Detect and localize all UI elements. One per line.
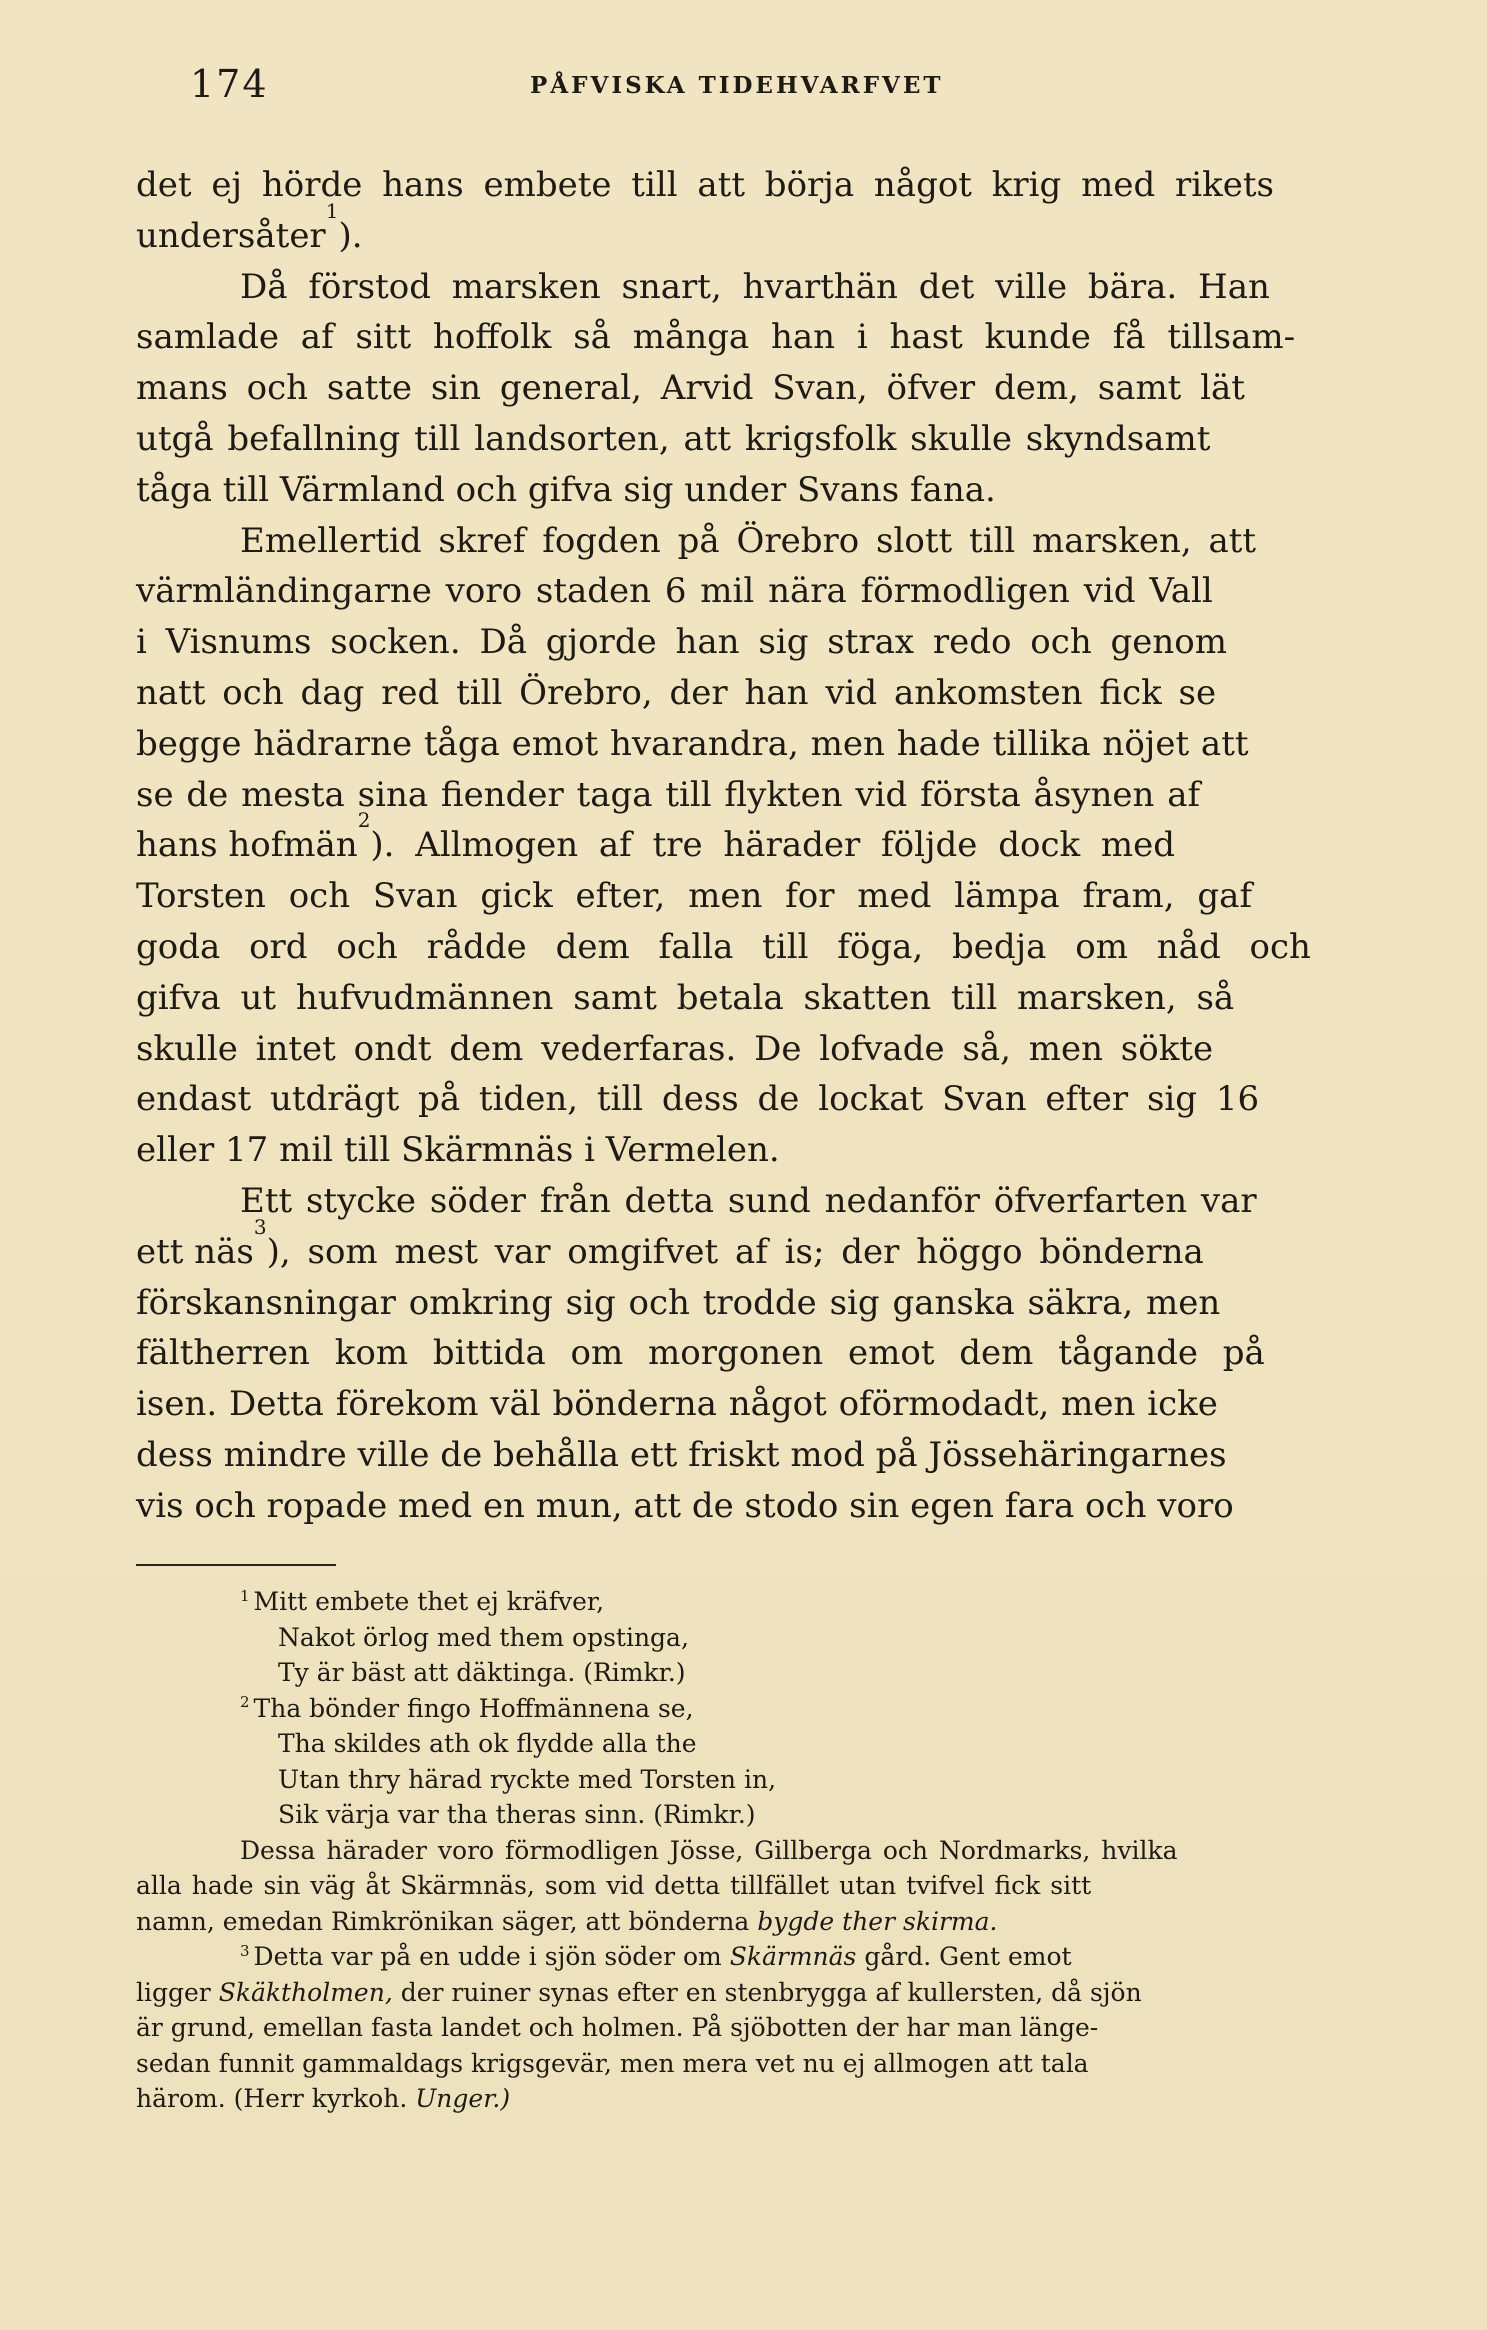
footnote-line [136, 1762, 1386, 1798]
footnote-text: Sik värja var tha theras sinn. (Rimkr.) [278, 1800, 756, 1829]
text-segment: endast utdrägt på tiden, till dess de lockat Svan efter sig 16 [136, 1079, 1260, 1120]
footnote-line [136, 1726, 1386, 1762]
text-line [136, 973, 1386, 1024]
text-line [136, 668, 1386, 719]
text-line [136, 262, 1386, 313]
footnote-line [136, 1975, 1386, 2011]
text-segment: ), som mest var omgifvet af is; der höggo bönderna [266, 1231, 1204, 1272]
footnote-text: Detta var på en udde i sjön söder om [253, 1942, 722, 1971]
text-line [136, 922, 1386, 973]
footnote-line [136, 2010, 1386, 2046]
text-segment: utgå befallning till landsorten, att krigsfolk skulle skyndsamt [136, 418, 1211, 459]
footnote-ref: 2 [357, 808, 371, 833]
text-segment: fältherren kom bittida om morgonen emot dem tågande på [136, 1333, 1265, 1374]
text-segment: Då förstod marsken snart, hvarthän det ville bära. Han [240, 266, 1270, 307]
text-segment: dess mindre ville de behålla ett friskt mod på Jössehäringarnes [136, 1434, 1227, 1475]
footnote-text: Tha bönder fingo Hoffmännena se, [253, 1693, 694, 1723]
text-line [136, 617, 1386, 668]
text-segment: goda ord och rådde dem falla till föga, bedja om nåd och [136, 926, 1311, 967]
footnote-text: alla hade sin väg åt Skärmnäs, som vid detta tillfället utan tvifvel fick sitt [136, 1871, 1092, 1900]
text-line [136, 719, 1386, 770]
footnote-line [136, 1868, 1386, 1904]
text-line [136, 363, 1386, 414]
footnote-rule [136, 1564, 336, 1566]
footnote-text: namn, emedan Rimkrönikan säger, att bönderna [136, 1906, 750, 1936]
footnote-line [136, 1584, 1386, 1620]
text-segment: gifva ut hufvudmännen samt betala skatten till marsken, så [136, 977, 1235, 1018]
footnotes [136, 1584, 1386, 2117]
text-line [136, 1214, 1386, 1278]
footnote-ref: 3 [253, 1214, 267, 1239]
text-segment: eller 17 mil till Skärmnäs i Vermelen. [136, 1130, 780, 1171]
text-segment: förskansningar omkring sig och trodde sig ganska säkra, men [136, 1282, 1221, 1323]
footnote-text: Tha skildes ath ok flydde alla the [278, 1729, 697, 1758]
text-segment: Ett stycke söder från detta sund nedanför öfverfarten var [240, 1180, 1257, 1221]
text-line [136, 1430, 1386, 1481]
footnote-line [136, 1939, 1386, 1975]
footnote-mark: 3 [240, 1941, 250, 1960]
footnote-mark: 1 [240, 1586, 250, 1605]
footnote-text: härom. (Herr kyrkoh. [136, 2084, 408, 2113]
text-segment: ). [338, 215, 363, 256]
text-segment: Emellertid skref fogden på Örebro slott till marsken, att [240, 520, 1257, 561]
footnote-text: Unger.) [415, 2084, 511, 2113]
footnote-ref: 1 [325, 198, 339, 223]
text-line [136, 465, 1386, 516]
footnote-text: Dessa härader voro förmodligen Jösse, Gillberga och Nordmarks, hvilka [240, 1835, 1178, 1865]
footnote-text: bygde ther skirma. [757, 1906, 998, 1936]
text-line [136, 516, 1386, 567]
footnote-text: Utan thry härad ryckte med Torsten in, [278, 1764, 777, 1794]
footnote-line [136, 2046, 1386, 2082]
text-segment: värmländingarne voro staden 6 mil nära förmodligen vid Vall [136, 571, 1213, 612]
text-segment: ). Allmogen af tre härader följde dock med [370, 825, 1176, 866]
text-line [136, 312, 1386, 363]
text-segment: ett näs [136, 1231, 254, 1272]
footnote-line [136, 1904, 1386, 1940]
page-number: 174 [190, 62, 269, 106]
text-segment: vis och ropade med en mun, att de stodo sin egen fara och voro [136, 1485, 1234, 1526]
footnote-text: Ty är bäst att däktinga. (Rimkr.) [278, 1658, 686, 1687]
text-segment: Torsten och Svan gick efter, men for med lämpa fram, gaf [136, 876, 1253, 917]
footnote-line [136, 1797, 1386, 1833]
text-segment: se de mesta sina fiender taga till flykten vid första åsynen af [136, 774, 1201, 815]
text-line [136, 871, 1386, 922]
text-line [136, 198, 1386, 262]
text-line [136, 1379, 1386, 1430]
text-segment: det ej hörde hans embete till att börja något krig med rikets [136, 165, 1274, 205]
text-segment: mans och satte sin general, Arvid Svan, öfver dem, samt lät [136, 368, 1245, 409]
text-segment: natt och dag red till Örebro, der han vid ankomsten fick se [136, 672, 1217, 713]
footnote-line [136, 1833, 1386, 1869]
footnote-text: sedan funnit gammaldags krigsgevär, men mera vet nu ej allmogen att tala [136, 2048, 1089, 2078]
footnote-line [136, 1655, 1386, 1691]
text-line [136, 566, 1386, 617]
footnote-line [136, 2081, 1386, 2117]
text-segment: tåga till Värmland och gifva sig under Svans fana. [136, 469, 996, 510]
text-line [136, 808, 1386, 871]
text-segment: samlade af sitt hoffolk så många han i hast kunde få tillsam- [136, 317, 1296, 358]
text-segment: i Visnums socken. Då gjorde han sig strax redo och genom [136, 622, 1228, 663]
text-line [136, 1328, 1386, 1379]
footnote-text: Skäktholmen, [218, 1977, 393, 2007]
footnote-line [136, 1620, 1386, 1656]
page-header [190, 62, 1385, 122]
footnote-text: Nakot örlog med them opstinga, [278, 1622, 689, 1652]
footnote-text: ligger [136, 1977, 211, 2007]
text-segment: skulle intet ondt dem vederfaras. De lofvade så, men sökte [136, 1028, 1214, 1069]
footnote-text: gård. Gent emot [864, 1942, 1072, 1971]
body-text [136, 160, 1386, 1532]
text-line [136, 414, 1386, 465]
text-segment: undersåter [136, 215, 326, 256]
footnote-text: Mitt embete thet ej kräfver, [253, 1587, 605, 1616]
footnote-line [136, 1691, 1386, 1727]
text-line [136, 1125, 1386, 1176]
text-line [136, 770, 1386, 821]
running-head: PÅFVISKA TIDEHVARFVET [530, 72, 944, 99]
footnote-text: är grund, emellan fasta landet och holmen. På sjöbotten der har man länge- [136, 2013, 1099, 2042]
text-line [136, 1074, 1386, 1125]
footnote-mark: 2 [240, 1693, 250, 1712]
footnote-text: Skärmnäs [729, 1942, 857, 1971]
text-line [136, 1024, 1386, 1075]
text-line [136, 1176, 1386, 1227]
text-line [136, 160, 1386, 211]
text-line [136, 1278, 1386, 1329]
text-segment: begge hädrarne tåga emot hvarandra, men hade tillika nöjet att [136, 723, 1249, 764]
text-segment: isen. Detta förekom väl bönderna något oförmodadt, men icke [136, 1384, 1218, 1425]
text-line [136, 1481, 1386, 1532]
footnote-text: der ruiner synas efter en stenbrygga af kullersten, då sjön [400, 1977, 1142, 2007]
text-segment: hans hofmän [136, 825, 358, 866]
